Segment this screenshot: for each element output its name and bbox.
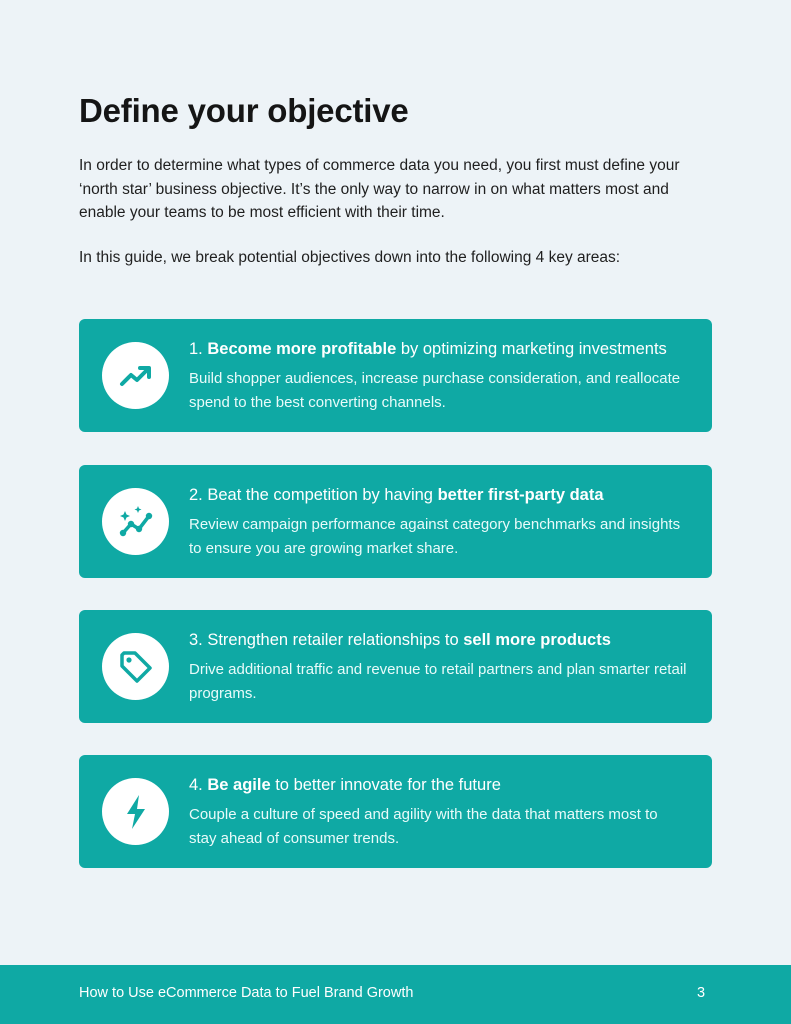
trending-up-icon xyxy=(102,342,169,409)
objective-card-agile xyxy=(79,755,712,868)
sparkle-chart-icon xyxy=(102,488,169,555)
card-description: Build shopper audiences, increase purchase consideration, and reallocate spend to the best converting channels. xyxy=(189,370,681,411)
card-description: Couple a culture of speed and agility with the data that matters most to stay ahead of consumer trends. xyxy=(189,806,658,847)
page-title: Define your objective xyxy=(79,92,409,129)
objective-card-retailer xyxy=(79,610,712,723)
card-heading: 1. Become more profitable by optimizing marketing investments xyxy=(189,340,667,358)
page-number: 3 xyxy=(697,985,706,1001)
intro-paragraph: In order to determine what types of commerce data you need, you first must define your ‘north star’ business objective. It’s the only way to narrow in on what matters most and enable your teams to be most efficient with their time. xyxy=(79,157,680,221)
footer-title: How to Use eCommerce Data to Fuel Brand Growth xyxy=(79,985,414,1001)
objective-card-profitable xyxy=(79,319,712,432)
guide-paragraph: In this guide, we break potential objectives down into the following 4 key areas: xyxy=(79,249,621,266)
card-description: Review campaign performance against category benchmarks and insights to ensure you are growing market share. xyxy=(189,516,681,557)
price-tag-icon xyxy=(102,633,169,700)
card-description: Drive additional traffic and revenue to retail partners and plan smarter retail programs. xyxy=(189,661,687,702)
page-footer xyxy=(0,965,791,1024)
lightning-bolt-icon xyxy=(102,778,169,845)
card-heading: 3. Strengthen retailer relationships to sell more products xyxy=(189,631,611,649)
objective-card-competition xyxy=(79,465,712,578)
card-heading: 2. Beat the competition by having better first-party data xyxy=(189,486,604,504)
card-heading: 4. Be agile to better innovate for the future xyxy=(189,776,501,794)
